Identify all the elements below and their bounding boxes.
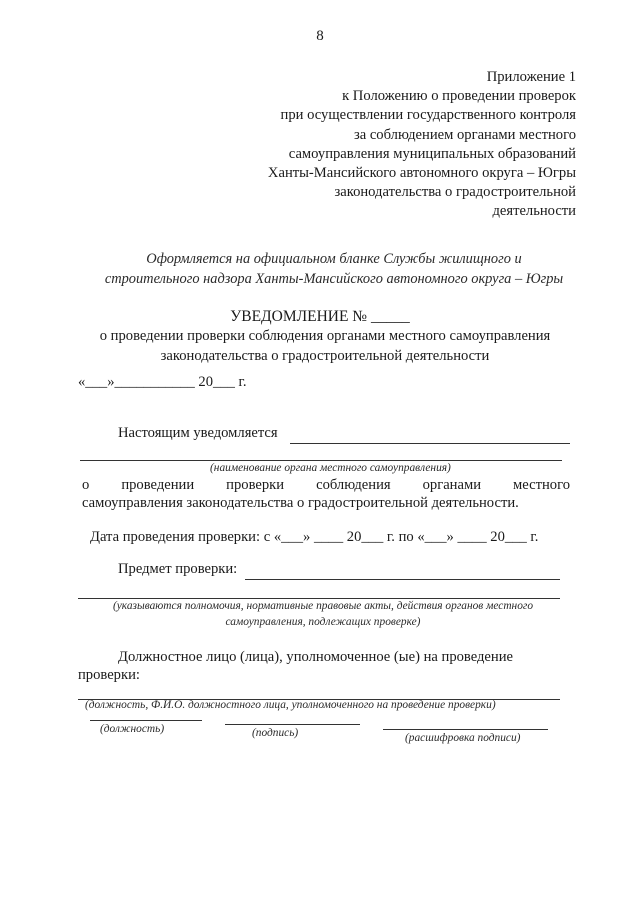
position-caption: (должность) (100, 723, 165, 735)
appendix-line: за соблюдением органами местного (353, 126, 576, 143)
appendix-line: Приложение 1 (486, 69, 576, 85)
appendix-line: законодательства о градостроительной (334, 184, 576, 201)
subtitle-line: о проведении проверки соблюдения органами местного самоуправления (99, 328, 551, 344)
subject-fill-line (245, 579, 560, 580)
notify-label: Настоящим уведомляется (118, 425, 278, 441)
official-label: Должностное лицо (лица), уполномоченное (ые) на проведение (118, 649, 514, 665)
official-label-cont: проверки: (78, 667, 140, 683)
signature-fill-line (225, 724, 360, 725)
official-blank-note (84, 250, 584, 289)
decoding-fill-line (383, 729, 548, 730)
decoding-caption: (расшифровка подписи) (405, 732, 521, 744)
notify-body-line: о проведении проверки соблюдения органами местного (82, 477, 570, 493)
subject-label: Предмет проверки: (118, 561, 238, 577)
subtitle-line: законодательства о градостроительной деятельности (160, 347, 490, 364)
appendix-line: при осуществлении государственного контроля (280, 107, 576, 124)
official-caption: (должность, Ф.И.О. должностного лица, уполномоченного на проведение проверки) (85, 699, 496, 711)
subject-caption (78, 599, 568, 630)
recipient-fill-line (290, 443, 570, 444)
notify-body-line: самоуправления законодательства о градостроительной деятельности. (82, 495, 519, 511)
blank-note-line: Оформляется на официальном бланке Службы жилищного и (146, 251, 522, 267)
page-number: 8 (316, 28, 324, 44)
recipient-caption: (наименование органа местного самоуправления) (210, 462, 451, 474)
notice-date-field: «___»___________ 20___ г. (78, 374, 247, 390)
signature-caption: (подпись) (252, 727, 299, 739)
blank-note-line: строительного надзора Ханты-Мансийского автономного округа – Югры (104, 270, 564, 287)
recipient-fill-line-2 (80, 460, 562, 461)
subject-caption-line: (указываются полномочия, нормативные правовые акты, действия органов местного (112, 600, 534, 612)
appendix-line: Ханты-Мансийского автономного округа – Югры (267, 165, 576, 182)
position-fill-line (90, 720, 202, 721)
appendix-line: к Положению о проведении проверок (342, 88, 576, 105)
document-subtitle (0, 327, 640, 366)
appendix-line: самоуправления муниципальных образований (288, 145, 576, 162)
appendix-line: деятельности (492, 203, 576, 220)
appendix-header (268, 68, 576, 222)
document-title: УВЕДОМЛЕНИЕ № _____ (230, 308, 410, 325)
subject-caption-line: самоуправления, подлежащих проверке) (225, 615, 421, 628)
inspection-period: Дата проведения проверки: с «___» ____ 20___ г. по «___» ____ 20___ г. (90, 529, 539, 545)
